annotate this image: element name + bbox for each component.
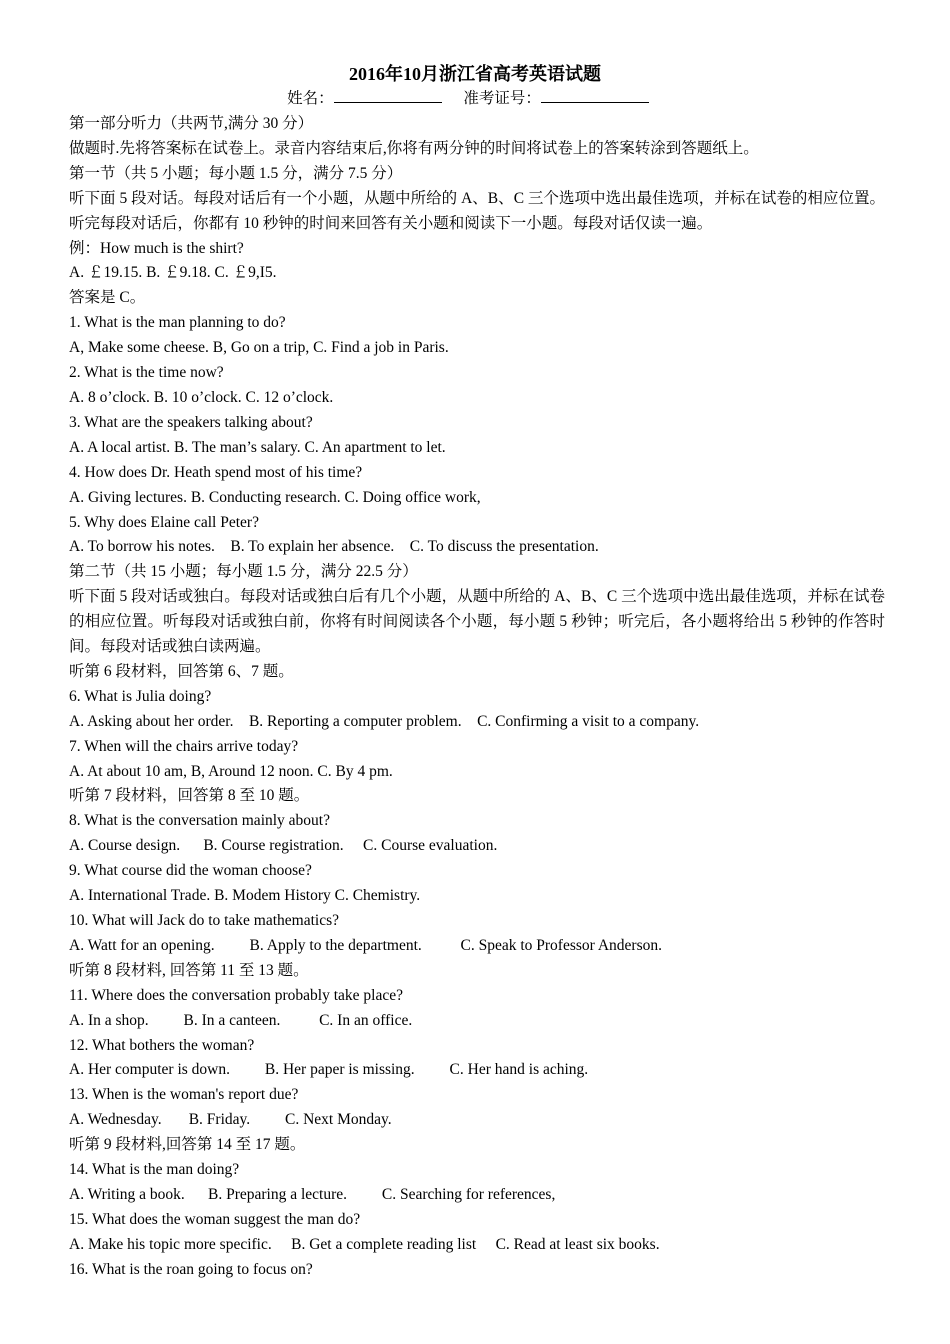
question-9: 9. What course did the woman choose? bbox=[69, 862, 312, 880]
question-4: 4. How does Dr. Heath spend most of his time? bbox=[69, 463, 363, 481]
instruction-text: 听下面 5 段对话或独白。每段对话或独白后有几个小题，从题中所给的 A、B、C 三个选项中选出最佳选项，并标在试卷的相应位置。听每段对话或独白前，你将有时间阅读各个小题，每小题 5 秒钟；听完后，各小题将给出 5 秒钟的作答时间。每段对话或独白读两遍。 bbox=[69, 588, 885, 656]
question-10: 10. What will Jack do to take mathematics? bbox=[69, 912, 340, 929]
options-6: A. Asking about her order. B. Reporting a computer problem. C. Confirming a visit to a company. bbox=[69, 712, 700, 730]
material-heading: 听第 6 段材料，回答第 6、7 题。 bbox=[69, 662, 294, 680]
options-12: A. Her computer is down. B. Her paper is missing. C. Her hand is aching. bbox=[69, 1061, 589, 1079]
instruction-text: 做题时.先将答案标在试卷上。录音内容结束后,你将有两分钟的时间将试卷上的答案转涂到答题纸上。 bbox=[69, 139, 759, 157]
exam-number-blank[interactable] bbox=[541, 88, 649, 103]
question-7: 7. When will the chairs arrive today? bbox=[69, 737, 299, 755]
options-13: A. Wednesday. B. Friday. C. Next Monday. bbox=[69, 1111, 392, 1129]
options-2: A. 8 o’clock. B. 10 o’clock. C. 12 o’clock. bbox=[69, 388, 334, 406]
material-heading: 听第 8 段材料, 回答第 11 至 13 题。 bbox=[69, 961, 309, 979]
instruction-text: 听下面 5 段对话。每段对话后有一个小题，从题中所给的 A、B、C 三个选项中选出最佳选项，并标在试卷的相应位置。听完每段对话后，你都有 10 秒钟的时间来回答有关小题和阅读下一小题。每段对话仅读一遍。 bbox=[69, 189, 885, 232]
name-blank[interactable] bbox=[334, 88, 442, 103]
question-13: 13. When is the woman's report due? bbox=[69, 1086, 299, 1104]
question-6: 6. What is Julia doing? bbox=[69, 687, 212, 705]
material-heading: 听第 7 段材料，回答第 8 至 10 题。 bbox=[69, 787, 310, 805]
question-14: 14. What is the man doing? bbox=[69, 1161, 240, 1179]
question-1: 1. What is the man planning to do? bbox=[69, 314, 286, 332]
options-4: A. Giving lectures. B. Conducting research. C. Doing office work, bbox=[69, 488, 481, 506]
options-15: A. Make his topic more specific. B. Get a complete reading list C. Read at least six books. bbox=[69, 1235, 660, 1253]
question-12: 12. What bothers the woman? bbox=[69, 1036, 255, 1054]
question-2: 2. What is the time now? bbox=[69, 364, 224, 382]
exam-body bbox=[69, 112, 885, 1283]
example-answer: 答案是 C。 bbox=[69, 289, 146, 307]
candidate-info-line bbox=[0, 88, 950, 110]
material-heading: 听第 9 段材料,回答第 14 至 17 题。 bbox=[69, 1136, 306, 1154]
document-title: 2016年10月浙江省高考英语试题 bbox=[349, 64, 601, 84]
options-10: A. Watt for an opening. B. Apply to the department. C. Speak to Professor Anderson. bbox=[69, 936, 662, 954]
question-16: 16. What is the roan going to focus on? bbox=[69, 1260, 313, 1278]
options-3: A. A local artist. B. The man’s salary. C. An apartment to let. bbox=[69, 438, 446, 456]
question-15: 15. What does the woman suggest the man do? bbox=[69, 1210, 361, 1228]
exam-number-label: 准考证号： bbox=[463, 90, 541, 107]
options-7: A. At about 10 am, B, Around 12 noon. C. By 4 pm. bbox=[69, 762, 393, 780]
options-9: A. International Trade. B. Modem History C. Chemistry. bbox=[69, 887, 421, 905]
options-11: A. In a shop. B. In a canteen. C. In an office. bbox=[69, 1011, 413, 1029]
example-question: 例：How much is the shirt? bbox=[69, 239, 244, 257]
section-heading: 第一节（共 5 小题；每小题 1.5 分，满分 7.5 分） bbox=[69, 164, 403, 182]
question-11: 11. Where does the conversation probably take place? bbox=[69, 986, 403, 1004]
options-14: A. Writing a book. B. Preparing a lecture. C. Searching for references, bbox=[69, 1185, 556, 1203]
section-heading: 第二节（共 15 小题；每小题 1.5 分，满分 22.5 分） bbox=[69, 563, 418, 581]
options-5: A. To borrow his notes. B. To explain her absence. C. To discuss the presentation. bbox=[69, 538, 599, 556]
question-3: 3. What are the speakers talking about? bbox=[69, 413, 313, 431]
question-8: 8. What is the conversation mainly about? bbox=[69, 812, 330, 830]
example-options: A. ￡19.15. B. ￡9.18. C. ￡9,I5. bbox=[69, 264, 277, 282]
section-heading: 第一部分听力（共两节,满分 30 分） bbox=[69, 115, 314, 132]
name-label: 姓名： bbox=[287, 90, 334, 107]
question-5: 5. Why does Elaine call Peter? bbox=[69, 513, 259, 531]
options-1: A, Make some cheese. B, Go on a trip, C. Find a job in Paris. bbox=[69, 339, 449, 357]
options-8: A. Course design. B. Course registration. C. Course evaluation. bbox=[69, 837, 498, 855]
